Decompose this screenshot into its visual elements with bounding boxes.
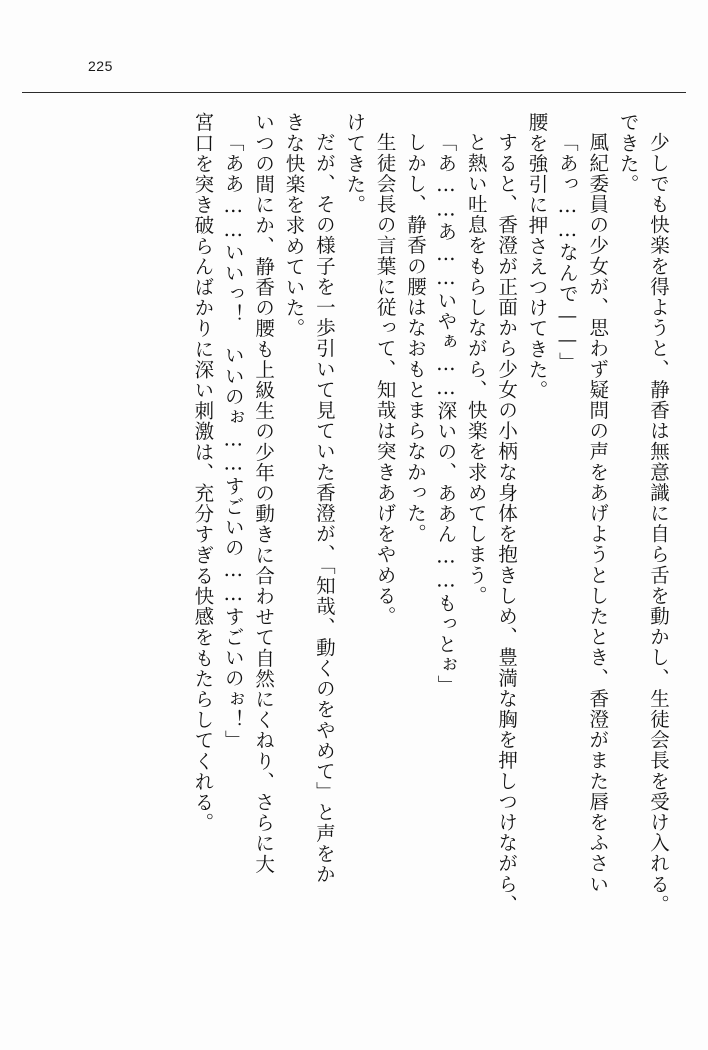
text-column: 宮口を突き破らんばかりに深い刺激は、充分すぎる快感をもたらしてくれる。 — [191, 112, 215, 833]
text-column: だが、その様子を一歩引いて見ていた香澄が、「知哉、動くのをやめて」と声をか — [312, 132, 336, 885]
text-column: 「あ……あ……いやぁ……深いの、ああん……もっとぉ」 — [434, 132, 458, 696]
text-column: 「あっ……なんで——」 — [555, 132, 579, 373]
vertical-text-body — [182, 112, 668, 972]
text-column: 「ああ……いいっ！ いいのぉ……すごいの……すごいのぉ！」 — [221, 132, 245, 751]
text-column: すると、香澄が正面から少女の小柄な身体を抱きしめ、豊満な胸を押しつけながら、 — [495, 132, 519, 915]
text-column: けてきた。 — [343, 112, 367, 215]
header-divider — [22, 92, 686, 93]
text-column: しかし、静香の腰はなおもとまらなかった。 — [404, 132, 427, 544]
text-column: きな快楽を求めていた。 — [282, 112, 306, 339]
text-column: 風紀委員の少女が、思わず疑問の声をあげようとしたとき、香澄がまた唇をふさい — [586, 132, 610, 895]
text-column: いつの間にか、静香の腰も上級生の少年の動きに合わせて自然にくねり、さらに大 — [252, 112, 276, 875]
text-column: 生徒会長の言葉に従って、知哉は突きあげをやめる。 — [373, 132, 397, 627]
page-number: 225 — [88, 58, 113, 74]
text-column: 腰を強引に押さえつけてきた。 — [525, 112, 549, 401]
text-column: と熱い吐息をもらしながら、快楽を求めてしまう。 — [464, 132, 488, 606]
text-column: できた。 — [616, 112, 640, 195]
text-column: 少しでも快楽を得ようと、静香は無意識に自ら舌を動かし、生徒会長を受け入れる。 — [647, 132, 670, 915]
